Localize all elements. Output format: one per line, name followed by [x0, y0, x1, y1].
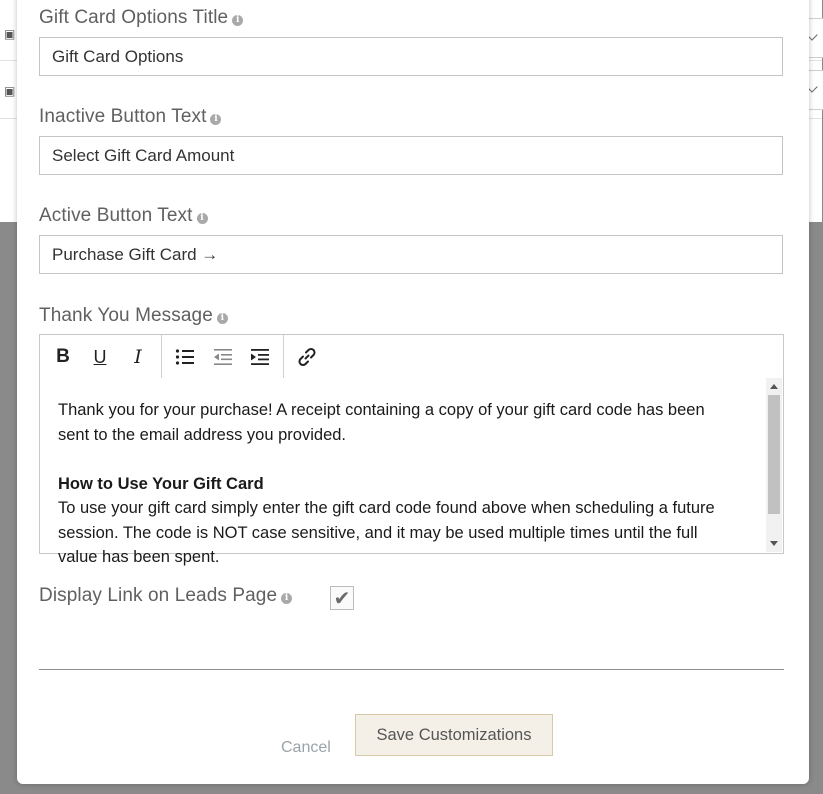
outdent-button[interactable] [208, 342, 238, 372]
inactive-field-label: Inactive Button Text i [39, 106, 221, 128]
info-icon[interactable]: i [210, 114, 221, 125]
info-icon[interactable]: i [281, 593, 292, 604]
link-icon [296, 346, 318, 368]
scroll-thumb[interactable] [768, 395, 780, 514]
info-icon[interactable]: i [197, 213, 208, 224]
editor-content[interactable] [40, 378, 766, 566]
bullet-list-icon [175, 348, 195, 366]
outdent-icon [213, 348, 233, 366]
scroll-down-arrow-icon[interactable] [770, 541, 778, 546]
info-icon[interactable]: i [217, 313, 228, 324]
active-field-label: Active Button Text i [39, 205, 208, 227]
link-button[interactable] [292, 342, 322, 372]
bullet-list-button[interactable] [170, 342, 200, 372]
toolbar-separator [161, 335, 162, 378]
gift-card-heading: How to Use Your Gift Card [58, 474, 264, 493]
thank-you-paragraph: Thank you for your purchase! A receipt containing a copy of your gift card code has been sent to the email address you provided. [58, 401, 705, 444]
title-input[interactable] [39, 37, 783, 76]
gift-icon: ▣ [4, 27, 16, 41]
underline-button[interactable]: U [93, 346, 107, 367]
save-customizations-button[interactable]: Save Customizations [355, 714, 553, 756]
display-link-label: Display Link on Leads Page i [39, 585, 292, 607]
indent-button[interactable] [245, 342, 275, 372]
editor-scrollbar[interactable] [766, 378, 782, 552]
italic-button[interactable]: I [134, 346, 142, 368]
indent-icon [250, 348, 270, 366]
checkmark-icon: ✔ [333, 587, 351, 610]
title-field-label: Gift Card Options Title i [39, 7, 243, 29]
footer-divider [39, 669, 784, 670]
thank-you-label: Thank You Message i [39, 305, 228, 327]
usage-paragraph: To use your gift card simply enter the gift card code found above when scheduling a future session. The code is NOT case sensitive, and it may be used multiple times until the full value has been spent. [58, 499, 715, 566]
toolbar-separator [283, 335, 284, 378]
gift-icon: ▣ [4, 84, 16, 98]
scroll-up-arrow-icon[interactable] [770, 384, 778, 389]
customization-modal [17, 0, 809, 784]
inactive-button-input[interactable] [39, 136, 783, 175]
active-button-input[interactable] [39, 235, 783, 274]
rich-text-editor [39, 334, 784, 566]
info-icon[interactable]: i [232, 15, 243, 26]
cancel-button[interactable]: Cancel [281, 739, 331, 756]
editor-toolbar [40, 335, 783, 378]
bold-button[interactable]: B [56, 346, 70, 367]
display-link-checkbox[interactable] [330, 586, 354, 610]
